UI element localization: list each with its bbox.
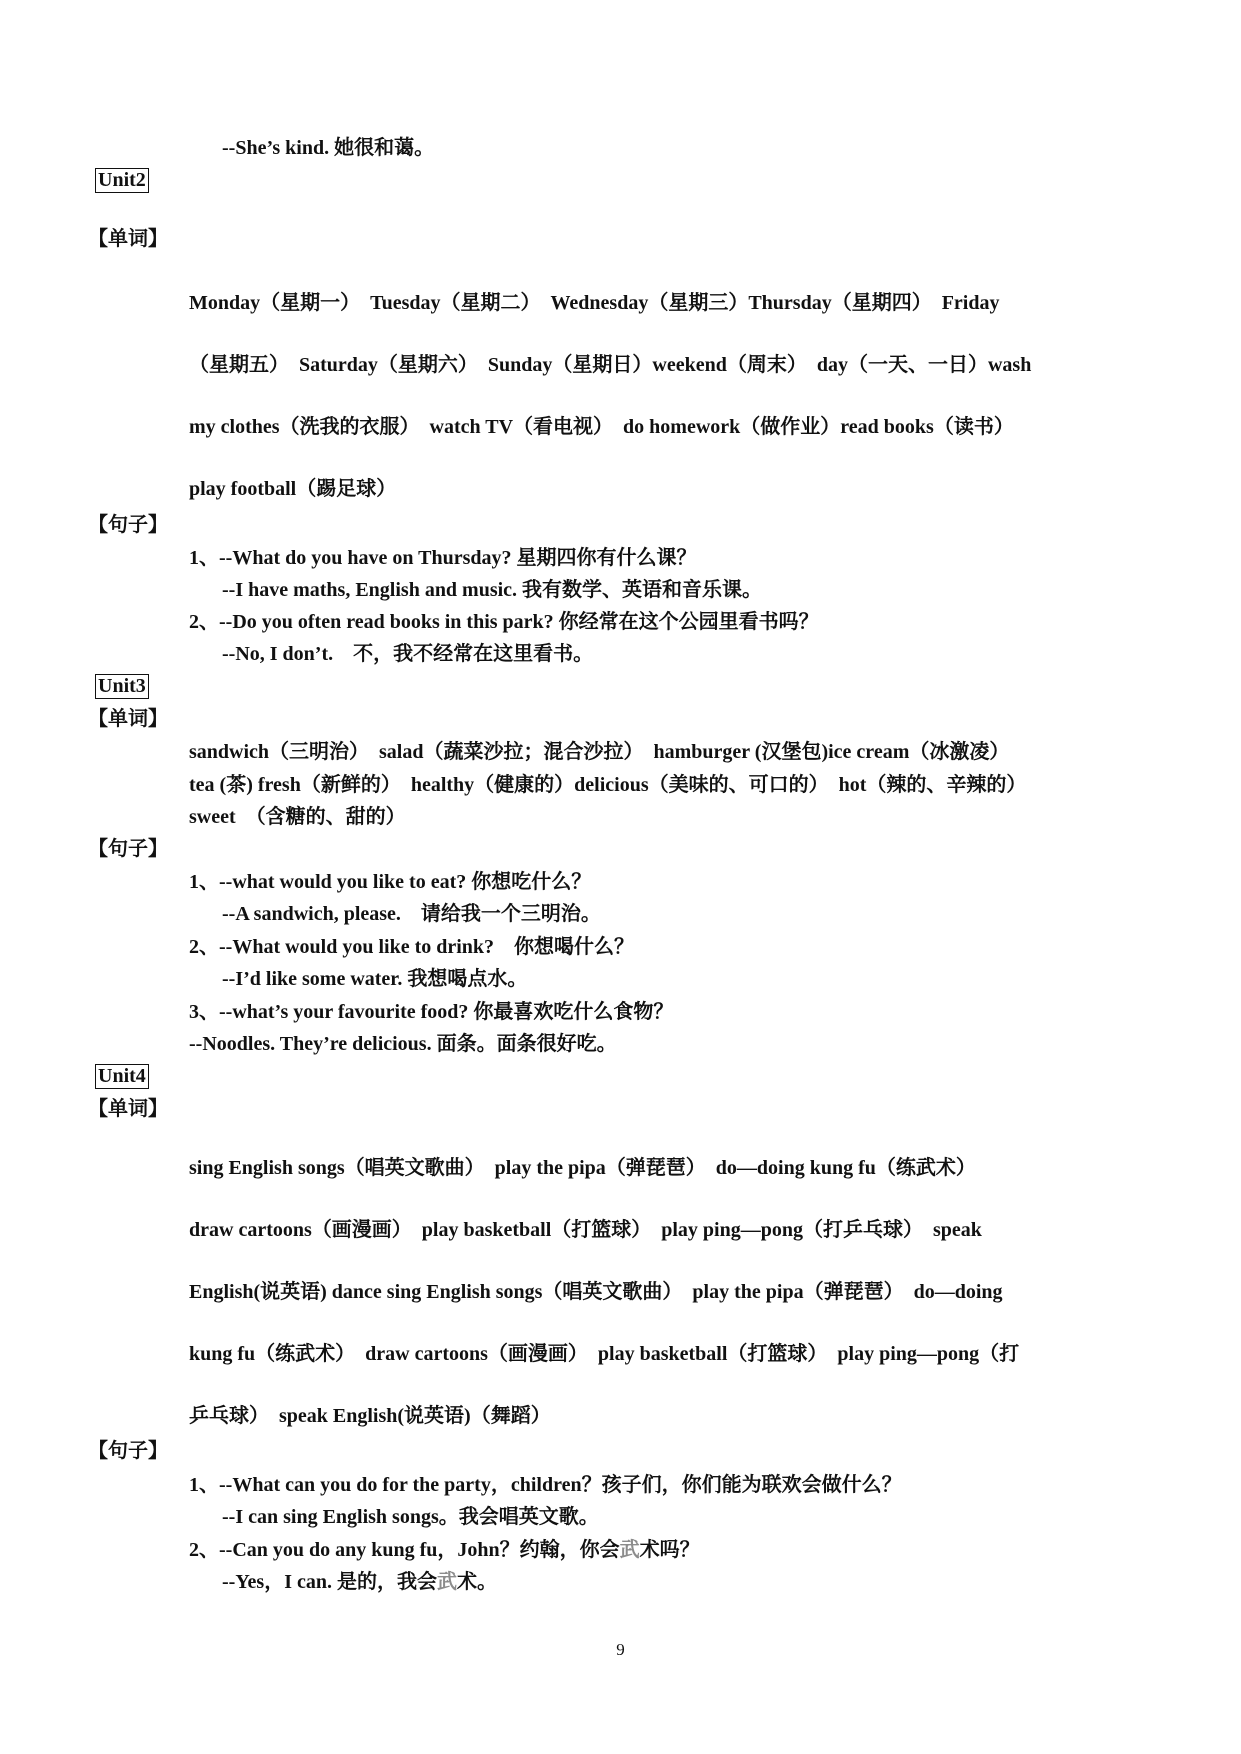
faded-character: 武 [619, 1539, 640, 1561]
unit4-sentence: --I can sing English songs。我会唱英文歌。 [222, 1506, 599, 1528]
unit3-vocab-line: sweet （含糖的、甜的） [189, 806, 406, 828]
unit2-sentence: 2、--Do you often read books in this park? 你经常在这个公园里看书吗？ [189, 611, 819, 633]
unit4-vocab-line: 乒乓球） speak English(说英语)（舞蹈） [189, 1405, 551, 1427]
unit4-title: Unit4 [95, 1064, 149, 1089]
unit4-vocab-header: 【单词】 [88, 1098, 168, 1120]
unit3-sentence-header: 【句子】 [88, 838, 168, 860]
unit2-vocab-line: my clothes（洗我的衣服） watch TV（看电视） do homework（做作业）read books（读书） [189, 416, 1014, 438]
unit4-vocab-line: draw cartoons（画漫画） play basketball（打篮球） play ping—pong（打乒乓球） speak [189, 1219, 982, 1241]
unit3-sentence: 1、--what would you like to eat? 你想吃什么？ [189, 871, 592, 893]
unit4-sentence: 1、--What can you do for the party，children？孩子们，你们能为联欢会做什么？ [189, 1474, 902, 1496]
unit3-vocab-line: sandwich（三明治） salad（蔬菜沙拉；混合沙拉） hamburger (汉堡包)ice cream（冰激凌） [189, 741, 1010, 763]
unit2-sentence: 1、--What do you have on Thursday? 星期四你有什么课？ [189, 547, 697, 569]
unit3-sentence: --I’d like some water. 我想喝点水。 [222, 968, 528, 990]
unit2-vocab-line: play football（踢足球） [189, 478, 397, 500]
unit4-sentence [222, 1569, 497, 1595]
faded-character: 武 [437, 1571, 457, 1593]
sentence-text: 术。 [457, 1571, 497, 1593]
previous-dialogue-line: --She’s kind. 她很和蔼。 [222, 137, 435, 159]
unit3-title: Unit3 [95, 674, 149, 699]
unit3-sentence: 3、--what’s your favourite food? 你最喜欢吃什么食物？ [189, 1001, 674, 1023]
unit4-sentence [189, 1537, 700, 1563]
unit3-vocab-line: tea (茶) fresh（新鲜的） healthy（健康的）delicious（美味的、可口的） hot（辣的、辛辣的） [189, 774, 1027, 796]
unit4-sentence-header: 【句子】 [88, 1440, 168, 1462]
unit2-title: Unit2 [95, 168, 149, 193]
unit3-sentence: 2、--What would you like to drink? 你想喝什么？ [189, 936, 635, 958]
sentence-text: 术吗？ [639, 1539, 700, 1561]
page-number: 9 [616, 1640, 625, 1659]
unit2-sentence: --I have maths, English and music. 我有数学、英语和音乐课。 [222, 579, 763, 601]
unit2-vocab-line: Monday（星期一） Tuesday（星期二） Wednesday（星期三）Thursday（星期四） Friday [189, 292, 1000, 314]
unit4-vocab-line: English(说英语) dance sing English songs（唱英文歌曲） play the pipa（弹琵琶） do—doing [189, 1281, 1003, 1303]
unit2-vocab-line: （星期五） Saturday（星期六） Sunday（星期日）weekend（周末） day（一天、一日）wash [189, 354, 1032, 376]
sentence-text: 2、--Can you do any kung fu，John？约翰，你会 [189, 1539, 620, 1561]
unit3-sentence: --Noodles. They’re delicious. 面条。面条很好吃。 [189, 1033, 617, 1055]
unit4-vocab-line: kung fu（练武术） draw cartoons（画漫画） play basketball（打篮球） play ping—pong（打 [189, 1343, 1020, 1365]
unit2-vocab-header: 【单词】 [88, 228, 168, 250]
unit3-vocab-header: 【单词】 [88, 708, 168, 730]
unit4-vocab-line: sing English songs（唱英文歌曲） play the pipa（弹琵琶） do—doing kung fu（练武术） [189, 1157, 976, 1179]
unit2-sentence-header: 【句子】 [88, 514, 168, 536]
unit2-sentence: --No, I don’t. 不，我不经常在这里看书。 [222, 643, 594, 665]
unit3-sentence: --A sandwich, please. 请给我一个三明治。 [222, 903, 601, 925]
sentence-text: --Yes，I can. 是的，我会 [222, 1571, 437, 1593]
